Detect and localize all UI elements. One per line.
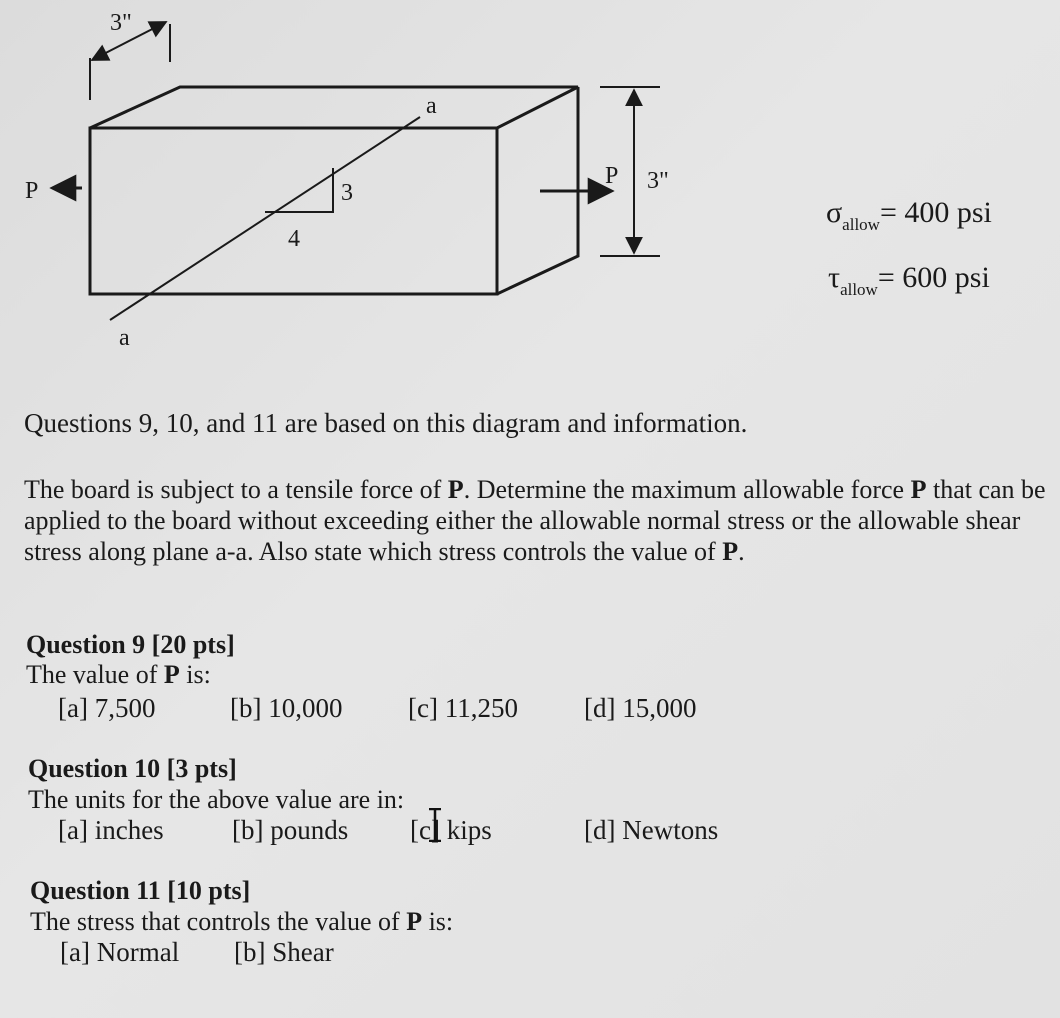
sigma-symbol: σ (826, 196, 843, 229)
slope-triangle (265, 168, 333, 212)
q11-option-a[interactable]: [a] Normal (60, 937, 180, 967)
q10-option-c[interactable]: [c] kips (410, 815, 492, 845)
q10-option-d[interactable]: [d] Newtons (584, 815, 719, 845)
slope-run-label: 4 (288, 226, 300, 252)
q9-option-c[interactable]: [c] 11,250 (408, 693, 518, 723)
problem-bold-p2: P (910, 475, 927, 504)
q9-option-a[interactable]: [a] 7,500 (58, 693, 156, 723)
problem-text-1: The board is subject to a tensile force of (24, 475, 448, 504)
force-left-label: P (25, 178, 39, 204)
tau-value: = 600 psi (877, 261, 990, 294)
tau-subscript: allow (840, 280, 878, 299)
right-dim-label: 3" (647, 168, 669, 194)
question-10-text: The units for the above value are in: (28, 785, 405, 814)
force-right-label: P (605, 163, 619, 189)
problem-text-2: . Determine the maximum allowable force (463, 475, 911, 504)
top-dim-label: 3" (110, 10, 132, 36)
problem-text-3: that can be applied to the board without exceeding either the allowable normal stress or the allowable shear stress along plane a-a. Also state which stress controls the value of (24, 475, 1046, 566)
tau-allow (828, 261, 990, 299)
q10-option-b[interactable]: [b] pounds (232, 815, 349, 845)
problem-bold-p3: P (722, 537, 739, 566)
q10-option-a[interactable]: [a] inches (58, 815, 164, 845)
sigma-value: = 400 psi (879, 196, 992, 229)
text-cursor-icon (428, 808, 442, 842)
q11-option-b[interactable]: [b] Shear (234, 937, 334, 967)
question-9-text: The value of P is: (26, 660, 211, 689)
problem-text-4: . (738, 537, 745, 566)
plane-label-bottom: a (119, 325, 130, 351)
question-11-title: Question 11 [10 pts] (30, 876, 251, 905)
question-10-title: Question 10 [3 pts] (28, 754, 237, 783)
q9-option-b[interactable]: [b] 10,000 (230, 693, 343, 723)
plane-a-a-line (110, 117, 420, 320)
tau-symbol: τ (828, 261, 841, 294)
problem-statement (24, 474, 1060, 567)
q9-option-d[interactable]: [d] 15,000 (584, 693, 697, 723)
problem-bold-p1: P (447, 475, 464, 504)
sigma-allow (826, 196, 992, 234)
board-top-face (90, 87, 578, 128)
question-9-title: Question 9 [20 pts] (26, 630, 235, 659)
sigma-subscript: allow (842, 215, 880, 234)
intro-text: Questions 9, 10, and 11 are based on this diagram and information. (24, 408, 748, 438)
slope-rise-label: 3 (341, 180, 353, 206)
plane-label-top: a (426, 93, 437, 119)
board-diagram (0, 0, 1060, 380)
question-11-text: The stress that controls the value of P is: (30, 907, 454, 936)
